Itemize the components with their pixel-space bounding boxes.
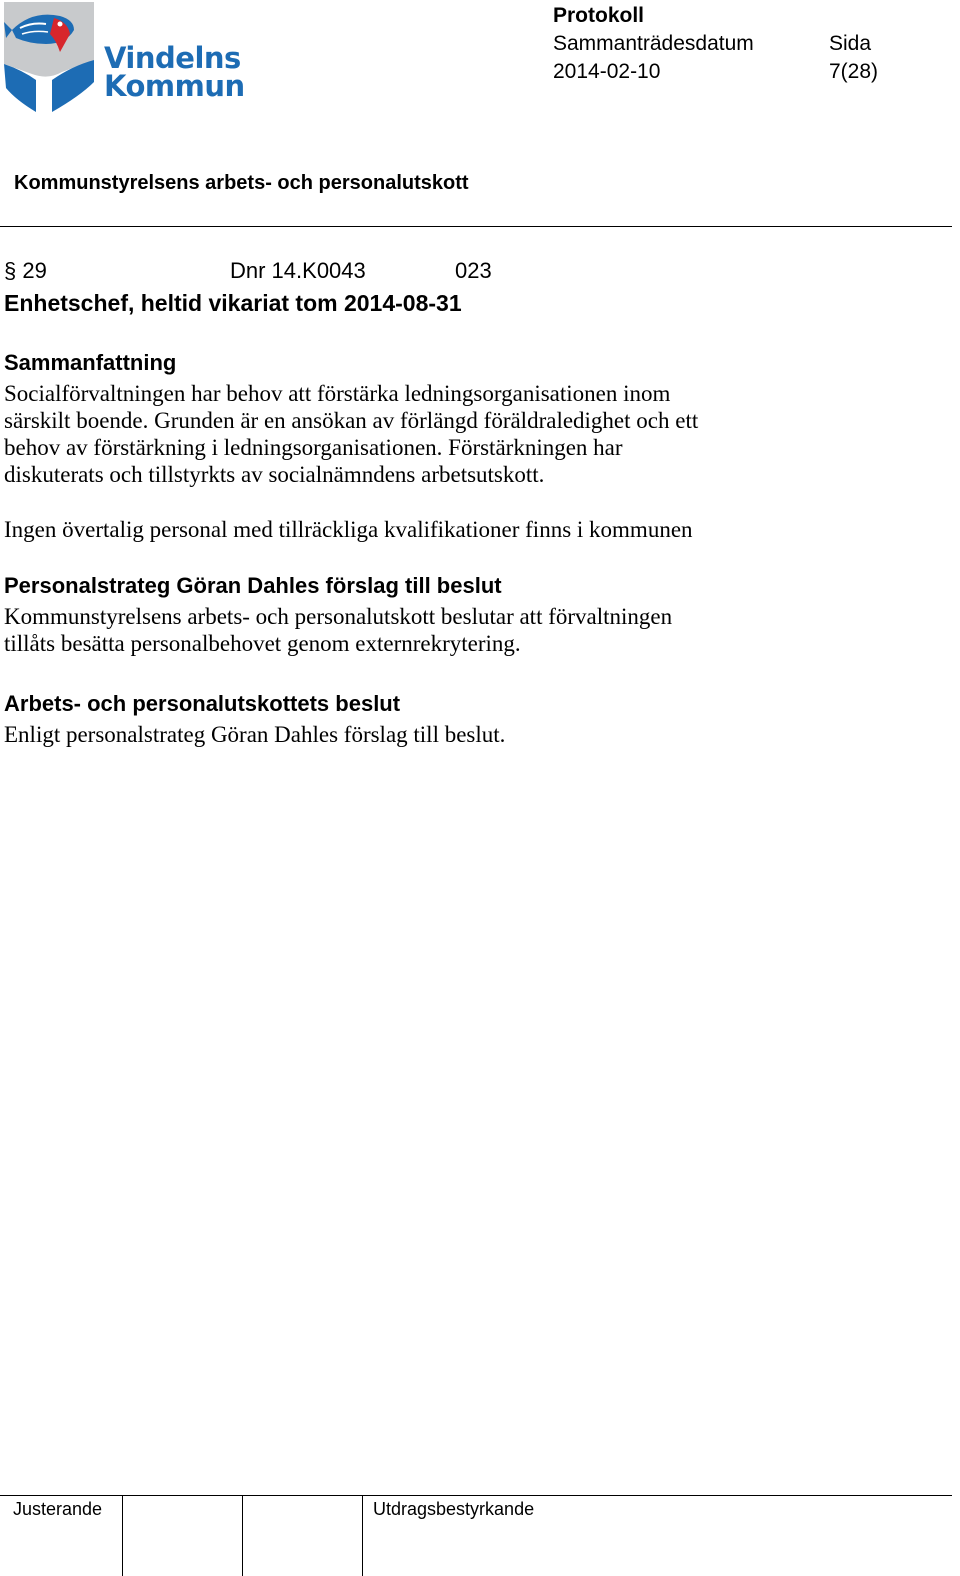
utdragsbestyrkande-label: Utdragsbestyrkande [373, 1499, 535, 1519]
document-type: Protokoll [553, 4, 645, 27]
committee-name: Kommunstyrelsens arbets- och personalutskott [14, 172, 469, 194]
paragraph-number: § 29 [4, 258, 47, 283]
proposal-line: tillåts besätta personalbehovet genom externrekrytering. [4, 631, 521, 656]
summary-line: Socialförvaltningen har behov att förstärka ledningsorganisationen inom [4, 381, 671, 406]
logo-line-1: Vindelns [104, 41, 241, 75]
diary-number: Dnr 14.K0043 [230, 258, 366, 283]
header-divider [0, 226, 952, 227]
summary-heading: Sammanfattning [4, 350, 177, 375]
meeting-date: 2014-02-10 [553, 60, 661, 83]
footer-divider [0, 1495, 952, 1496]
decision-heading: Arbets- och personalutskottets beslut [4, 691, 401, 716]
meeting-date-label: Sammanträdesdatum [553, 32, 754, 55]
justerande-label: Justerande [13, 1499, 103, 1519]
summary-text [4, 380, 844, 488]
case-title: Enhetschef, heltid vikariat tom 2014-08-31 [4, 290, 462, 316]
proposal-text [4, 603, 844, 657]
footer-cell-divider [122, 1495, 123, 1576]
logo-line-2: Kommun [104, 69, 245, 103]
summary-line: diskuterats och tillstyrkts av socialnämndens arbetsutskott. [4, 462, 545, 487]
page-label: Sida [829, 32, 872, 55]
summary-line: särskilt boende. Grunden är en ansökan av förlängd föräldraledighet och ett [4, 408, 699, 433]
footer-cell-divider [242, 1495, 243, 1576]
proposal-line: Kommunstyrelsens arbets- och personalutskott beslutar att förvaltningen [4, 604, 673, 629]
decision-text: Enligt personalstrateg Göran Dahles förslag till beslut. [4, 722, 506, 747]
proposal-heading: Personalstrateg Göran Dahles förslag till beslut [4, 573, 502, 598]
summary-note: Ingen övertalig personal med tillräckliga kvalifikationer finns i kommunen [4, 517, 693, 542]
archive-code: 023 [455, 258, 492, 283]
footer-cell-divider [362, 1495, 363, 1576]
summary-line: behov av förstärkning i ledningsorganisationen. Förstärkningen har [4, 435, 623, 460]
logo-wordmark [104, 41, 245, 103]
fish-emblem-icon [2, 0, 102, 118]
vindeln-kommun-logo [2, 0, 252, 118]
page-number: 7(28) [829, 60, 879, 83]
